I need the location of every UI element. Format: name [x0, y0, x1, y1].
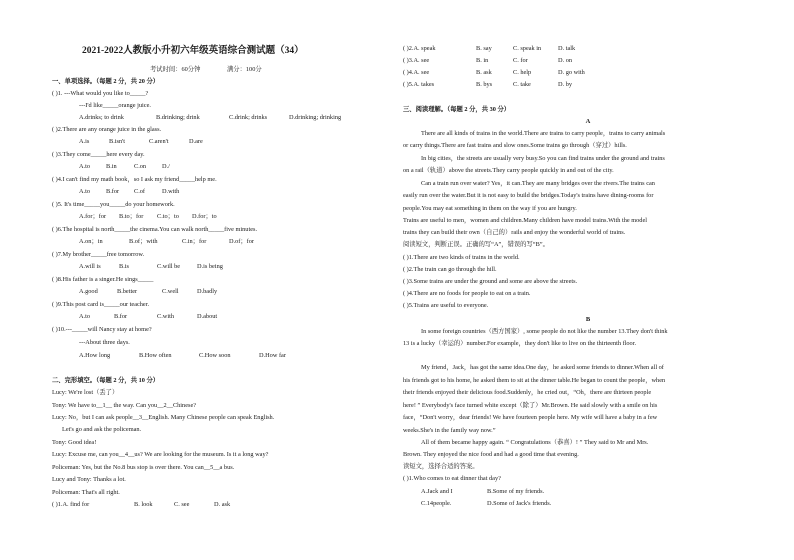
- passage-b-label: B: [585, 316, 591, 323]
- option[interactable]: ( )5.A. takes: [403, 81, 435, 88]
- option[interactable]: D. go with: [558, 69, 585, 76]
- option[interactable]: C.on: [134, 163, 147, 170]
- option[interactable]: C.well: [162, 288, 179, 295]
- question-stem: ( )4.There are no foods for people to eat on a train.: [403, 290, 531, 297]
- question-stem: ---I'd like_____orange juice.: [79, 102, 151, 109]
- option[interactable]: C. take: [513, 81, 531, 88]
- option[interactable]: D.of；for: [229, 238, 255, 245]
- exam-score: 满分：100分: [227, 66, 262, 73]
- option[interactable]: D.are: [189, 138, 203, 145]
- option[interactable]: B.drinking; drink: [156, 114, 200, 121]
- option[interactable]: C.How soon: [199, 352, 231, 359]
- passage-line: weeks.She's in the family way now.”: [403, 427, 496, 434]
- dialogue-line: Let's go and ask the policeman.: [62, 426, 142, 433]
- question-stem: ( )10.---_____will Nancy stay at home?: [52, 326, 152, 333]
- question-stem: ( )1. ---What would you like to_____?: [52, 90, 149, 97]
- option[interactable]: D.for；to: [192, 213, 217, 220]
- section1-heading: 一、单项选择。（每题 2 分，共 20 分）: [52, 78, 160, 85]
- option[interactable]: B.to；for: [119, 213, 144, 220]
- option[interactable]: B.of；with: [129, 238, 158, 245]
- option[interactable]: C.will be: [157, 263, 181, 270]
- option[interactable]: B.How often: [139, 352, 172, 359]
- passage-line: on a rail（轨道）above the streets.They carry people quickly in and out of the city.: [403, 167, 614, 174]
- option[interactable]: B. bys: [476, 81, 493, 88]
- option[interactable]: A.drinks; to drink: [79, 114, 124, 121]
- passage-line: face，“Don't worry，dear friends! We have fourteen people here. My wife will have a baby in a few: [403, 414, 658, 421]
- question-stem: ( )2.There are any orange juice in the glass.: [52, 126, 162, 133]
- option[interactable]: C. help: [513, 69, 532, 76]
- option[interactable]: B.is: [119, 263, 129, 270]
- option[interactable]: D. by: [558, 81, 572, 88]
- option[interactable]: D. ask: [214, 501, 231, 508]
- dialogue-line: Tony: We have to__1__ the way. Can you__2__Chinese?: [52, 402, 197, 409]
- option[interactable]: C. for: [513, 57, 528, 64]
- option[interactable]: C.to；to: [157, 213, 179, 220]
- question-stem: ( )7.My brother_____free tomorrow.: [52, 251, 145, 258]
- section2-heading: 二、完形填空。（每题 2 分，共 10 分）: [52, 377, 160, 384]
- question-stem: ( )8.His father is a singer.He sings_____: [52, 276, 154, 283]
- question-stem: ( )6.The hospital is north_____the cinema.You can walk north_____five minutes.: [52, 226, 258, 233]
- option[interactable]: D. on: [558, 57, 572, 64]
- option[interactable]: B.Some of my friends.: [487, 488, 545, 495]
- option[interactable]: B. look: [134, 501, 153, 508]
- dialogue-line: Tony: Good idea!: [52, 439, 97, 446]
- option[interactable]: A.Jack and I: [421, 488, 453, 495]
- option[interactable]: C.aren't: [149, 138, 169, 145]
- option[interactable]: B. in: [476, 57, 489, 64]
- option[interactable]: D.with: [162, 188, 180, 195]
- option[interactable]: ( )2.A. speak: [403, 45, 436, 52]
- option[interactable]: A.good: [79, 288, 98, 295]
- option[interactable]: A.to: [79, 163, 91, 170]
- passage-line: My friend，Jack，has got the same idea.One day，he asked some friends to dinner.When all of: [421, 364, 664, 371]
- question-stem: ( )9.This post card is_____our teacher.: [52, 301, 150, 308]
- option[interactable]: B.better: [117, 288, 138, 295]
- option[interactable]: ( )1.A. find for: [52, 501, 90, 508]
- passage-line: people.You may eat something in them on the way if you are hungry.: [403, 205, 577, 212]
- passage-line: Can a train run over water? Yes，it can.They are many bridges over the rivers.The trains can: [421, 180, 655, 187]
- passage-line: Brown. They enjoyed the nice food and had a good time that evening.: [403, 451, 579, 458]
- passage-line: In big cities，the streets are usually very busy.So you can find trains under the ground and trains: [421, 155, 665, 162]
- question-stem: ( )5.Trains are useful to everyone.: [403, 302, 489, 309]
- option[interactable]: C. see: [174, 501, 190, 508]
- question-stem: ( )4.I can't find my math book，so I ask my friend_____help me.: [52, 176, 217, 183]
- option[interactable]: B.for: [114, 313, 128, 320]
- option[interactable]: D./: [162, 163, 170, 170]
- option[interactable]: C.in；for: [182, 238, 207, 245]
- passage-line: their friends enjoyed their delicious food.Suddenly，he cried out，“Oh，there are thirteen people: [403, 389, 652, 396]
- question-stem: ( )1.Who comes to eat dinner that day?: [403, 475, 501, 482]
- option[interactable]: A.for；for: [79, 213, 107, 220]
- option[interactable]: B. say: [476, 45, 492, 52]
- dialogue-line: Lucy: Excuse me, can you__4__us? We are looking for the museum. Is it a long way?: [52, 451, 269, 458]
- page-title: 2021-2022人教版小升初六年级英语综合测试题（34）: [82, 46, 304, 56]
- option[interactable]: B.isn't: [109, 138, 126, 145]
- dialogue-line: Policeman: Yes, but the No.8 bus stop is over there. You can__5__a bus.: [52, 464, 235, 471]
- exam-time: 考试时间：60分钟: [150, 66, 201, 73]
- passage-line: There are all kinds of trains in the world.There are trains to carry people，trains to carry animals: [421, 130, 666, 137]
- option[interactable]: A.will is: [79, 263, 101, 270]
- option[interactable]: A.to: [79, 313, 91, 320]
- passage-line: All of them became happy again. “ Congratulations（恭喜）! ” They said to Mr and Mrs.: [421, 439, 649, 446]
- question-stem: ( )1.There are two kinds of trains in the world.: [403, 254, 520, 261]
- passage-line: or carry things.There are fast trains and slow ones.Some trains go through（穿过）hills.: [403, 142, 627, 149]
- option[interactable]: A.on；in: [79, 238, 103, 245]
- option[interactable]: B.in: [106, 163, 117, 170]
- option[interactable]: D.drinking; drinking: [289, 114, 342, 121]
- passage-a-label: A: [585, 118, 591, 125]
- option[interactable]: C.drink; drinks: [229, 114, 268, 121]
- option[interactable]: D.is being: [197, 263, 223, 270]
- dialogue-line: Lucy and Tony: Thanks a lot.: [52, 476, 126, 483]
- instruction: 读短文，选择合适的答案。: [403, 463, 479, 470]
- question-stem: ( )5. It's time_____you_____do your homework.: [52, 201, 175, 208]
- option[interactable]: B.for: [106, 188, 120, 195]
- passage-line: trains they can build their own（自己的）rails and enjoy the wonderful world of trains.: [403, 229, 626, 236]
- option[interactable]: C.of: [134, 188, 146, 195]
- option[interactable]: D. talk: [558, 45, 576, 52]
- option[interactable]: C.14people.: [421, 500, 452, 507]
- passage-line: his friends got to his home, he asked them to sit at the dinner table.He began to count the people，when: [403, 377, 666, 384]
- option[interactable]: ( )4.A. see: [403, 69, 430, 76]
- question-stem: ( )3.Some trains are under the ground and some are above the streets.: [403, 278, 578, 285]
- option[interactable]: A.How long: [79, 352, 111, 359]
- passage-line: 13 is a lucky（幸运的）number.For example，they don't like to live on the thirteenth floor.: [403, 340, 637, 347]
- question-stem: ( )3.They come_____here every day.: [52, 151, 145, 158]
- option[interactable]: D.How far: [259, 352, 286, 359]
- instruction: 阅读短文，判断正误。正确的写“A”，错误的写“B”。: [403, 241, 549, 248]
- dialogue-line: Lucy: We're lost（丢了）: [52, 389, 119, 396]
- passage-line: In some foreign countries（西方国家）, some people do not like the number 13.They don't think: [421, 328, 668, 335]
- option[interactable]: C. speak in: [513, 45, 542, 52]
- question-stem: ---About three days.: [79, 339, 130, 346]
- option[interactable]: A.is: [79, 138, 90, 145]
- option[interactable]: D.about: [197, 313, 218, 320]
- option[interactable]: ( )3.A. see: [403, 57, 430, 64]
- section3-heading: 三、阅读理解。（每题 2 分，共 30 分）: [403, 106, 511, 113]
- option[interactable]: D.Some of Jack's friends.: [487, 500, 552, 507]
- dialogue-line: Lucy: No，but I can ask people__3__English. Many Chinese people can speak English.: [52, 414, 275, 421]
- question-stem: ( )2.The train can go through the hill.: [403, 266, 497, 273]
- passage-line: Trains are useful to men，women and children.Many children have model trains.With the model: [403, 217, 647, 224]
- passage-line: easily run over the water.But it is not easy to build the bridges.Today's trains have dining-rooms for: [403, 192, 654, 199]
- passage-line: here! ” Everybody's face turned white except（除了）Mr.Brown. He said slowly with a smile on his: [403, 402, 658, 409]
- option[interactable]: A.to: [79, 188, 91, 195]
- dialogue-line: Policeman: That's all right.: [52, 489, 120, 496]
- option[interactable]: D.badly: [197, 288, 218, 295]
- option[interactable]: C.with: [157, 313, 174, 320]
- option[interactable]: B. ask: [476, 69, 492, 76]
